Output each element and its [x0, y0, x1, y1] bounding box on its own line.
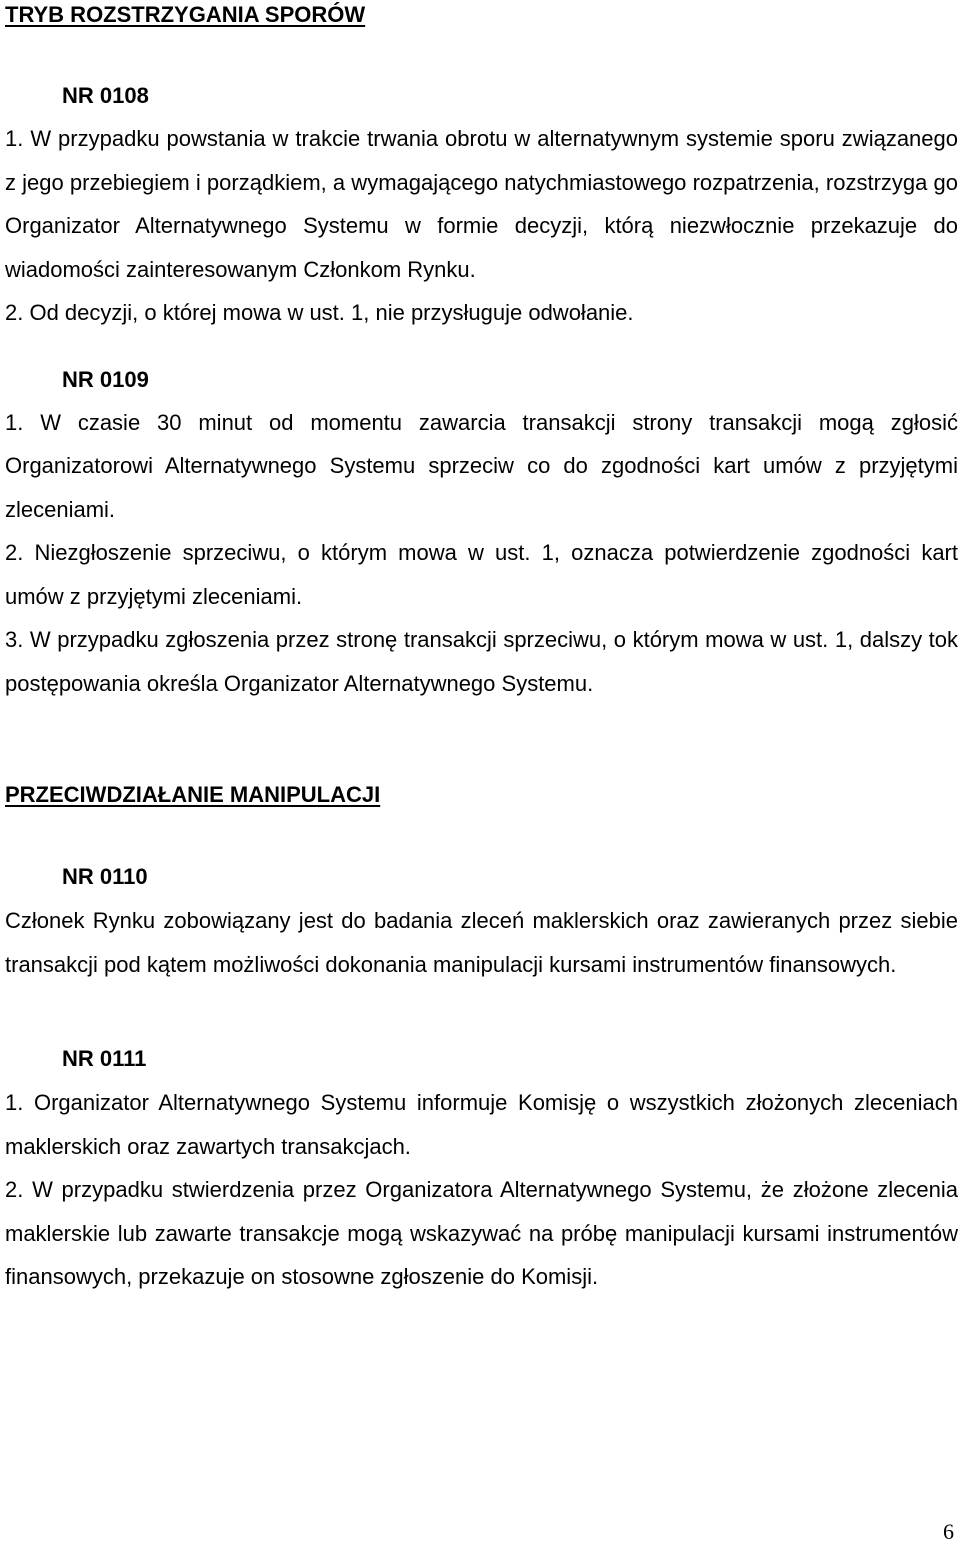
section-heading-dispute-resolution: TRYB ROZSTRZYGANIA SPORÓW [5, 2, 366, 27]
rule-0109-paragraph-2: 2. Niezgłoszenie sprzeciwu, o którym mowa w ust. 1, oznacza potwierdzenie zgodności kart umów z przyjętymi zleceniami. [5, 540, 958, 609]
rule-number-0108: NR 0108 [62, 83, 149, 108]
rule-0111-paragraph-2: 2. W przypadku stwierdzenia przez Organizatora Alternatywnego Systemu, że złożone zlecenia maklerskie lub zawarte transakcje mogą wskazywać na próbę manipulacji kursami instrumentów finansowych, przekazuje on stosowne zgłoszenie do Komisji. [5, 1177, 958, 1289]
rule-0108-paragraph-2: 2. Od decyzji, o której mowa w ust. 1, nie przysługuje odwołanie. [5, 300, 634, 325]
rule-0108-paragraph-1: 1. W przypadku powstania w trakcie trwania obrotu w alternatywnym systemie sporu związanego z jego przebiegiem i porządkiem, a wymagającego natychmiastowego rozpatrzenia, rozstrzyga go Organizator Alternatywnego Systemu w formie decyzji, którą niezwłocznie przekazuje do wiadomości zainteresowanym Członkom Rynku. [5, 126, 958, 282]
rule-0110-paragraph-1: Członek Rynku zobowiązany jest do badania zleceń maklerskich oraz zawieranych przez siebie transakcji pod kątem możliwości dokonania manipulacji kursami instrumentów finansowych. [5, 908, 958, 977]
document-page [5, 0, 958, 1299]
rule-number-0110: NR 0110 [62, 864, 148, 889]
rule-0109-paragraph-1: 1. W czasie 30 minut od momentu zawarcia transakcji strony transakcji mogą zgłosić Organizatorowi Alternatywnego Systemu sprzeciw co do zgodności kart umów z przyjętymi zleceniami. [5, 409, 958, 522]
page-number: 6 [943, 1519, 954, 1544]
rule-number-0109: NR 0109 [62, 366, 149, 392]
section-heading-anti-manipulation: PRZECIWDZIAŁANIE MANIPULACJI [5, 782, 381, 807]
rule-number-0111: NR 0111 [62, 1046, 147, 1071]
rule-0111-paragraph-1: 1. Organizator Alternatywnego Systemu informuje Komisję o wszystkich złożonych zleceniach maklerskich oraz zawartych transakcjach. [5, 1090, 958, 1159]
rule-0109-paragraph-3: 3. W przypadku zgłoszenia przez stronę transakcji sprzeciwu, o którym mowa w ust. 1, dalszy tok postępowania określa Organizator Alternatywnego Systemu. [5, 627, 958, 696]
